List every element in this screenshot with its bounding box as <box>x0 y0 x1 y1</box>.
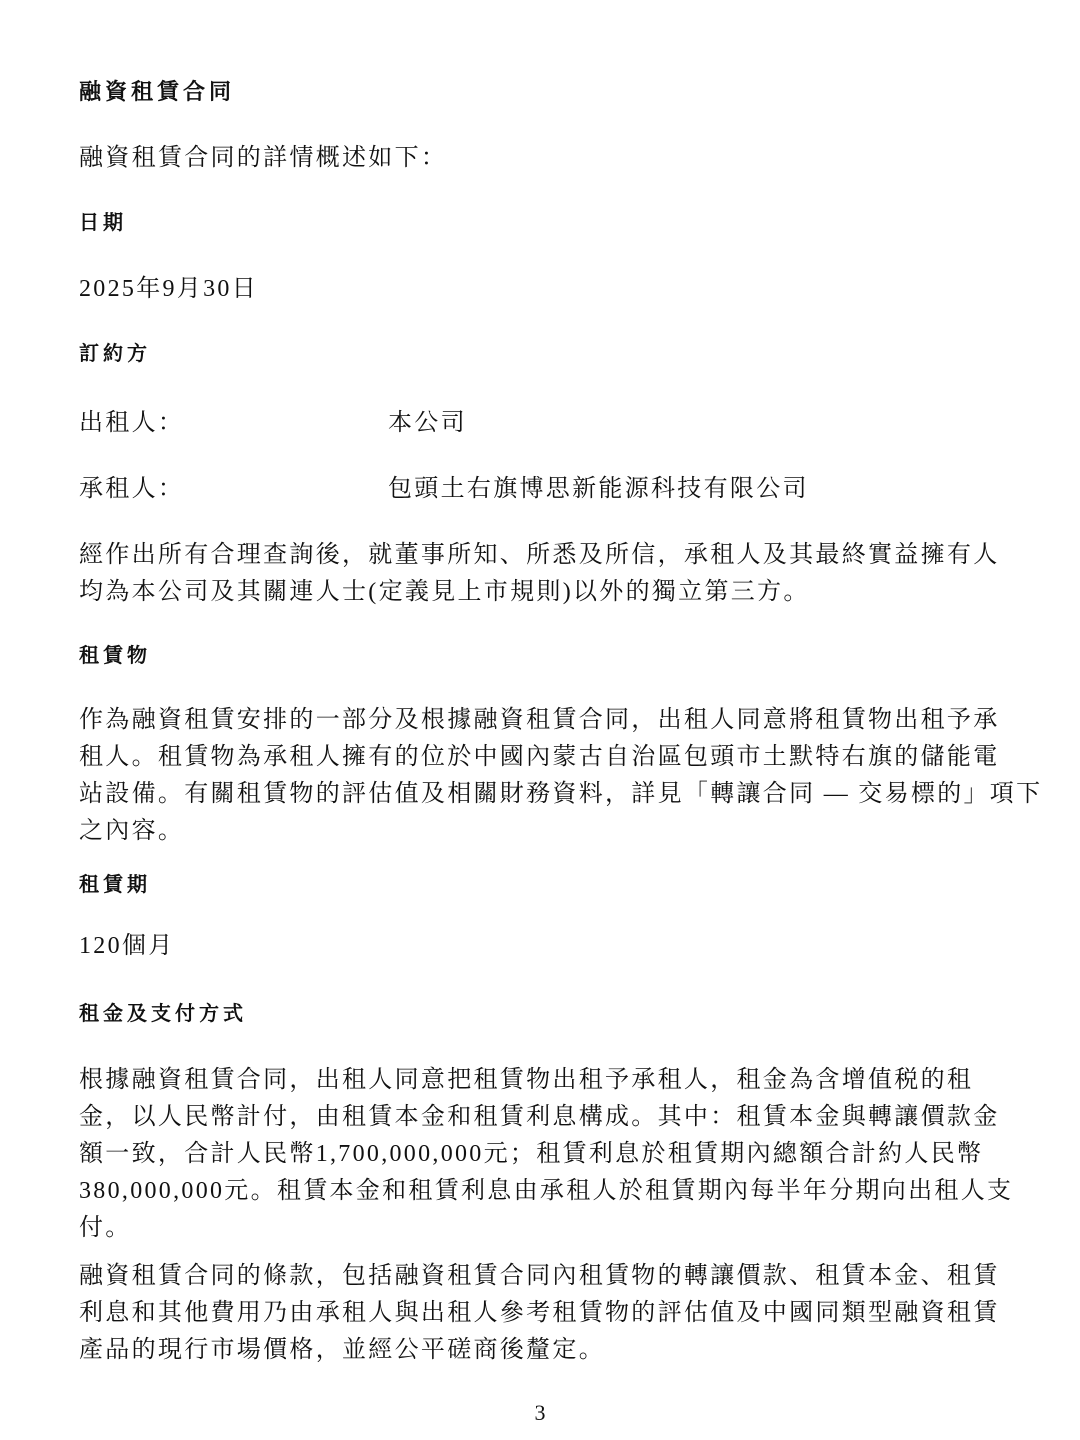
paragraph-line: 租人。租賃物為承租人擁有的位於中國內蒙古自治區包頭市土默特右旗的儲能電 <box>79 744 1000 770</box>
paragraph-line: 作為融資租賃安排的一部分及根據融資租賃合同，出租人同意將租賃物出租予承 <box>79 707 1000 733</box>
date-value: 2025年9月30日 <box>79 276 258 302</box>
page-number: 3 <box>534 1400 546 1425</box>
leased-asset-paragraph <box>79 702 1042 850</box>
paragraph-line: 金，以人民幣計付，由租賃本金和租賃利息構成。其中：租賃本金與轉讓價款金 <box>79 1104 1000 1130</box>
lease-term-heading: 租賃期 <box>79 872 151 896</box>
paragraph-line: 站設備。有關租賃物的評估值及相關財務資料，詳見「轉讓合同 — 交易標的」項下 <box>79 781 1043 807</box>
paragraph-line: 融資租賃合同的條款，包括融資租賃合同內租賃物的轉讓價款、租賃本金、租賃 <box>79 1263 1000 1289</box>
party-label: 承租人： <box>79 476 185 502</box>
rent-heading: 租金及支付方式 <box>79 1001 247 1025</box>
leased-asset-heading: 租賃物 <box>79 643 151 667</box>
party-label: 出租人： <box>79 410 185 436</box>
party-value: 本公司 <box>388 410 467 436</box>
terms-paragraph <box>79 1258 1000 1369</box>
paragraph-line: 經作出所有合理查詢後，就董事所知、所悉及所信，承租人及其最終實益擁有人 <box>79 542 1000 568</box>
paragraph-line: 額一致，合計人民幣1,700,000,000元；租賃利息於租賃期內總額合計約人民幣 <box>79 1141 984 1167</box>
rent-paragraph <box>79 1062 1013 1247</box>
intro-text: 融資租賃合同的詳情概述如下： <box>79 145 448 171</box>
date-heading: 日期 <box>79 210 127 234</box>
lease-term-value: 120個月 <box>79 933 175 959</box>
paragraph-line: 之內容。 <box>79 818 185 844</box>
independence-paragraph <box>79 537 1000 611</box>
paragraph-line: 產品的現行市場價格，並經公平磋商後釐定。 <box>79 1337 605 1363</box>
parties-heading: 訂約方 <box>79 341 151 365</box>
party-row-lessor <box>79 405 979 442</box>
party-row-lessee <box>79 471 979 508</box>
paragraph-line: 380,000,000元。租賃本金和租賃利息由承租人於租賃期內每半年分期向出租人支 <box>79 1178 1014 1204</box>
party-value: 包頭土右旗博思新能源科技有限公司 <box>388 476 809 502</box>
paragraph-line: 付。 <box>79 1215 132 1241</box>
section-title: 融資租賃合同 <box>79 80 236 105</box>
paragraph-line: 根據融資租賃合同，出租人同意把租賃物出租予承租人，租金為含增值税的租 <box>79 1067 974 1093</box>
paragraph-line: 利息和其他費用乃由承租人與出租人參考租賃物的評估值及中國同類型融資租賃 <box>79 1300 1000 1326</box>
paragraph-line: 均為本公司及其關連人士(定義見上市規則)以外的獨立第三方。 <box>79 579 810 605</box>
